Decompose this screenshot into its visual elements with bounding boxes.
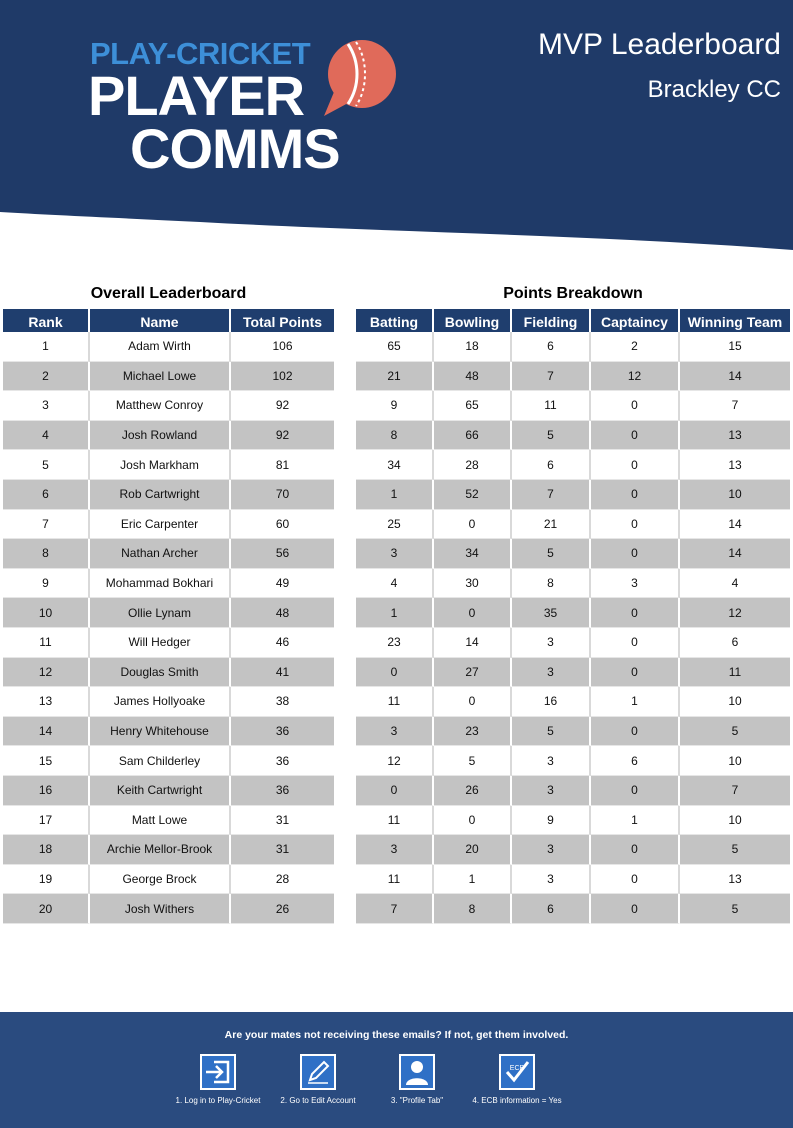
player-name-cell: Douglas Smith: [90, 658, 231, 688]
page-footer: [0, 1012, 793, 1128]
winning-team-cell: 4: [680, 569, 790, 599]
rank-cell: 16: [3, 776, 90, 806]
total-points-cell: 56: [231, 539, 334, 569]
fielding-cell: 6: [512, 332, 591, 362]
table-row: [3, 806, 334, 836]
table-row: [356, 865, 790, 895]
column-header-name: Name: [90, 309, 231, 332]
batting-cell: 65: [356, 332, 434, 362]
winning-team-cell: 14: [680, 539, 790, 569]
batting-cell: 0: [356, 658, 434, 688]
table-row: [3, 717, 334, 747]
batting-cell: 7: [356, 894, 434, 924]
bowling-cell: 26: [434, 776, 512, 806]
total-points-cell: 31: [231, 806, 334, 836]
winning-team-cell: 7: [680, 391, 790, 421]
table-header-row: [3, 309, 334, 332]
table-row: [3, 598, 334, 628]
table-row: [356, 569, 790, 599]
bowling-cell: 8: [434, 894, 512, 924]
total-points-cell: 46: [231, 628, 334, 658]
bowling-cell: 28: [434, 450, 512, 480]
player-name-cell: Josh Withers: [90, 894, 231, 924]
fielding-cell: 5: [512, 421, 591, 451]
rank-cell: 4: [3, 421, 90, 451]
batting-cell: 8: [356, 421, 434, 451]
fielding-cell: 7: [512, 480, 591, 510]
batting-cell: 23: [356, 628, 434, 658]
captaincy-cell: 0: [591, 450, 680, 480]
winning-team-cell: 13: [680, 421, 790, 451]
column-header-captaincy: Captaincy: [591, 309, 680, 332]
captaincy-cell: 1: [591, 806, 680, 836]
fielding-cell: 9: [512, 806, 591, 836]
table-row: [3, 835, 334, 865]
captaincy-cell: 3: [591, 569, 680, 599]
captaincy-cell: 0: [591, 480, 680, 510]
total-points-cell: 92: [231, 391, 334, 421]
player-name-cell: Archie Mellor-Brook: [90, 835, 231, 865]
table-row: [356, 332, 790, 362]
rank-cell: 13: [3, 687, 90, 717]
table-row: [3, 480, 334, 510]
column-header-total-points: Total Points: [231, 309, 334, 332]
batting-cell: 25: [356, 510, 434, 540]
winning-team-cell: 14: [680, 362, 790, 392]
table-row: [356, 717, 790, 747]
captaincy-cell: 0: [591, 835, 680, 865]
winning-team-cell: 10: [680, 806, 790, 836]
total-points-cell: 36: [231, 746, 334, 776]
fielding-cell: 7: [512, 362, 591, 392]
table-row: [356, 776, 790, 806]
captaincy-cell: 0: [591, 391, 680, 421]
batting-cell: 34: [356, 450, 434, 480]
player-name-cell: Ollie Lynam: [90, 598, 231, 628]
logo-line-2: PLAYER: [88, 64, 305, 127]
table-row: [3, 746, 334, 776]
step-label: 2. Go to Edit Account: [280, 1096, 356, 1105]
play-cricket-player-comms-logo: [88, 36, 408, 180]
table-row: [3, 687, 334, 717]
bowling-cell: 65: [434, 391, 512, 421]
bowling-cell: 0: [434, 806, 512, 836]
fielding-cell: 3: [512, 776, 591, 806]
player-name-cell: Matthew Conroy: [90, 391, 231, 421]
player-name-cell: Rob Cartwright: [90, 480, 231, 510]
rank-cell: 1: [3, 332, 90, 362]
club-name: Brackley CC: [647, 76, 781, 103]
winning-team-cell: 10: [680, 480, 790, 510]
table-row: [356, 598, 790, 628]
batting-cell: 9: [356, 391, 434, 421]
captaincy-cell: 0: [591, 628, 680, 658]
winning-team-cell: 12: [680, 598, 790, 628]
fielding-cell: 11: [512, 391, 591, 421]
batting-cell: 3: [356, 539, 434, 569]
captaincy-cell: 0: [591, 421, 680, 451]
bowling-cell: 66: [434, 421, 512, 451]
player-name-cell: George Brock: [90, 865, 231, 895]
fielding-cell: 6: [512, 450, 591, 480]
table-row: [356, 628, 790, 658]
rank-cell: 8: [3, 539, 90, 569]
bowling-cell: 5: [434, 746, 512, 776]
table-row: [356, 746, 790, 776]
batting-cell: 4: [356, 569, 434, 599]
column-header-rank: Rank: [3, 309, 90, 332]
rank-cell: 6: [3, 480, 90, 510]
captaincy-cell: 0: [591, 717, 680, 747]
table-row: [356, 480, 790, 510]
rank-cell: 19: [3, 865, 90, 895]
edit-pencil-icon: [300, 1054, 336, 1090]
total-points-cell: 106: [231, 332, 334, 362]
fielding-cell: 6: [512, 894, 591, 924]
total-points-cell: 60: [231, 510, 334, 540]
rank-cell: 17: [3, 806, 90, 836]
table-row: [3, 450, 334, 480]
column-header-winning-team: Winning Team: [680, 309, 790, 332]
table-row: [3, 865, 334, 895]
table-row: [356, 687, 790, 717]
rank-cell: 15: [3, 746, 90, 776]
winning-team-cell: 13: [680, 865, 790, 895]
rank-cell: 3: [3, 391, 90, 421]
points-breakdown-title: Points Breakdown: [503, 285, 643, 302]
column-header-bowling: Bowling: [434, 309, 512, 332]
logo-line-1: PLAY-CRICKET: [90, 36, 311, 71]
table-row: [356, 421, 790, 451]
step-label: 3. "Profile Tab": [390, 1096, 444, 1105]
table-row: [356, 450, 790, 480]
batting-cell: 12: [356, 746, 434, 776]
player-name-cell: Mohammad Bokhari: [90, 569, 231, 599]
total-points-cell: 31: [231, 835, 334, 865]
captaincy-cell: 0: [591, 776, 680, 806]
total-points-cell: 49: [231, 569, 334, 599]
rank-cell: 20: [3, 894, 90, 924]
batting-cell: 1: [356, 480, 434, 510]
batting-cell: 11: [356, 687, 434, 717]
footer-message: Are your mates not receiving these emails? If not, get them involved.: [224, 1029, 569, 1041]
winning-team-cell: 10: [680, 746, 790, 776]
bowling-cell: 1: [434, 865, 512, 895]
table-row: [356, 510, 790, 540]
total-points-cell: 26: [231, 894, 334, 924]
fielding-cell: 3: [512, 628, 591, 658]
bowling-cell: 0: [434, 687, 512, 717]
rank-cell: 18: [3, 835, 90, 865]
table-header-row: [356, 309, 790, 332]
player-name-cell: Will Hedger: [90, 628, 231, 658]
captaincy-cell: 12: [591, 362, 680, 392]
table-row: [3, 510, 334, 540]
player-name-cell: Sam Childerley: [90, 746, 231, 776]
step-ecb-information[interactable]: [457, 1054, 577, 1106]
profile-icon: [399, 1054, 435, 1090]
captaincy-cell: 0: [591, 865, 680, 895]
login-icon: [200, 1054, 236, 1090]
total-points-cell: 41: [231, 658, 334, 688]
player-name-cell: Josh Markham: [90, 450, 231, 480]
winning-team-cell: 5: [680, 835, 790, 865]
points-breakdown-table: [356, 309, 790, 924]
rank-cell: 11: [3, 628, 90, 658]
total-points-cell: 70: [231, 480, 334, 510]
table-row: [356, 658, 790, 688]
rank-cell: 12: [3, 658, 90, 688]
column-header-fielding: Fielding: [512, 309, 591, 332]
total-points-cell: 38: [231, 687, 334, 717]
total-points-cell: 36: [231, 776, 334, 806]
table-row: [3, 421, 334, 451]
fielding-cell: 3: [512, 658, 591, 688]
player-name-cell: Keith Cartwright: [90, 776, 231, 806]
captaincy-cell: 0: [591, 539, 680, 569]
rank-cell: 5: [3, 450, 90, 480]
bowling-cell: 0: [434, 598, 512, 628]
fielding-cell: 21: [512, 510, 591, 540]
rank-cell: 9: [3, 569, 90, 599]
logo-line-3: COMMS: [130, 117, 340, 180]
player-name-cell: James Hollyoake: [90, 687, 231, 717]
winning-team-cell: 14: [680, 510, 790, 540]
page-header: [0, 0, 793, 260]
winning-team-cell: 5: [680, 894, 790, 924]
rank-cell: 7: [3, 510, 90, 540]
bowling-cell: 14: [434, 628, 512, 658]
bowling-cell: 0: [434, 510, 512, 540]
winning-team-cell: 15: [680, 332, 790, 362]
bowling-cell: 30: [434, 569, 512, 599]
fielding-cell: 3: [512, 835, 591, 865]
ecb-checkbox-icon: [499, 1054, 535, 1090]
bowling-cell: 23: [434, 717, 512, 747]
fielding-cell: 5: [512, 717, 591, 747]
winning-team-cell: 10: [680, 687, 790, 717]
winning-team-cell: 5: [680, 717, 790, 747]
player-name-cell: Josh Rowland: [90, 421, 231, 451]
page-title: MVP Leaderboard: [538, 28, 781, 61]
captaincy-cell: 6: [591, 746, 680, 776]
table-row: [356, 362, 790, 392]
table-row: [356, 806, 790, 836]
rank-cell: 2: [3, 362, 90, 392]
batting-cell: 1: [356, 598, 434, 628]
bowling-cell: 52: [434, 480, 512, 510]
table-row: [3, 569, 334, 599]
table-row: [3, 776, 334, 806]
table-row: [356, 539, 790, 569]
table-row: [3, 658, 334, 688]
fielding-cell: 5: [512, 539, 591, 569]
fielding-cell: 8: [512, 569, 591, 599]
bowling-cell: 48: [434, 362, 512, 392]
player-name-cell: Adam Wirth: [90, 332, 231, 362]
table-row: [3, 391, 334, 421]
winning-team-cell: 11: [680, 658, 790, 688]
cricket-ball-speech-icon: [316, 36, 402, 122]
fielding-cell: 3: [512, 746, 591, 776]
total-points-cell: 102: [231, 362, 334, 392]
fielding-cell: 35: [512, 598, 591, 628]
total-points-cell: 36: [231, 717, 334, 747]
overall-leaderboard-table: [3, 309, 334, 924]
table-row: [356, 835, 790, 865]
captaincy-cell: 2: [591, 332, 680, 362]
column-header-batting: Batting: [356, 309, 434, 332]
fielding-cell: 3: [512, 865, 591, 895]
ecb-icon-text: ECB: [509, 1065, 525, 1072]
batting-cell: 11: [356, 865, 434, 895]
rank-cell: 10: [3, 598, 90, 628]
batting-cell: 21: [356, 362, 434, 392]
rank-cell: 14: [3, 717, 90, 747]
captaincy-cell: 0: [591, 598, 680, 628]
player-name-cell: Matt Lowe: [90, 806, 231, 836]
player-name-cell: Eric Carpenter: [90, 510, 231, 540]
captaincy-cell: 0: [591, 510, 680, 540]
fielding-cell: 16: [512, 687, 591, 717]
table-row: [356, 894, 790, 924]
player-name-cell: Henry Whitehouse: [90, 717, 231, 747]
table-row: [3, 332, 334, 362]
step-label: 4. ECB information = Yes: [472, 1096, 562, 1105]
batting-cell: 0: [356, 776, 434, 806]
winning-team-cell: 7: [680, 776, 790, 806]
winning-team-cell: 6: [680, 628, 790, 658]
bowling-cell: 18: [434, 332, 512, 362]
player-name-cell: Nathan Archer: [90, 539, 231, 569]
table-row: [3, 539, 334, 569]
bowling-cell: 20: [434, 835, 512, 865]
batting-cell: 11: [356, 806, 434, 836]
overall-leaderboard-title: Overall Leaderboard: [90, 285, 247, 302]
bowling-cell: 27: [434, 658, 512, 688]
table-row: [356, 391, 790, 421]
table-row: [3, 362, 334, 392]
total-points-cell: 28: [231, 865, 334, 895]
bowling-cell: 34: [434, 539, 512, 569]
captaincy-cell: 0: [591, 658, 680, 688]
table-row: [3, 628, 334, 658]
total-points-cell: 92: [231, 421, 334, 451]
batting-cell: 3: [356, 835, 434, 865]
winning-team-cell: 13: [680, 450, 790, 480]
captaincy-cell: 1: [591, 687, 680, 717]
player-name-cell: Michael Lowe: [90, 362, 231, 392]
step-label: 1. Log in to Play-Cricket: [175, 1096, 261, 1105]
total-points-cell: 48: [231, 598, 334, 628]
batting-cell: 3: [356, 717, 434, 747]
table-row: [3, 894, 334, 924]
captaincy-cell: 0: [591, 894, 680, 924]
total-points-cell: 81: [231, 450, 334, 480]
